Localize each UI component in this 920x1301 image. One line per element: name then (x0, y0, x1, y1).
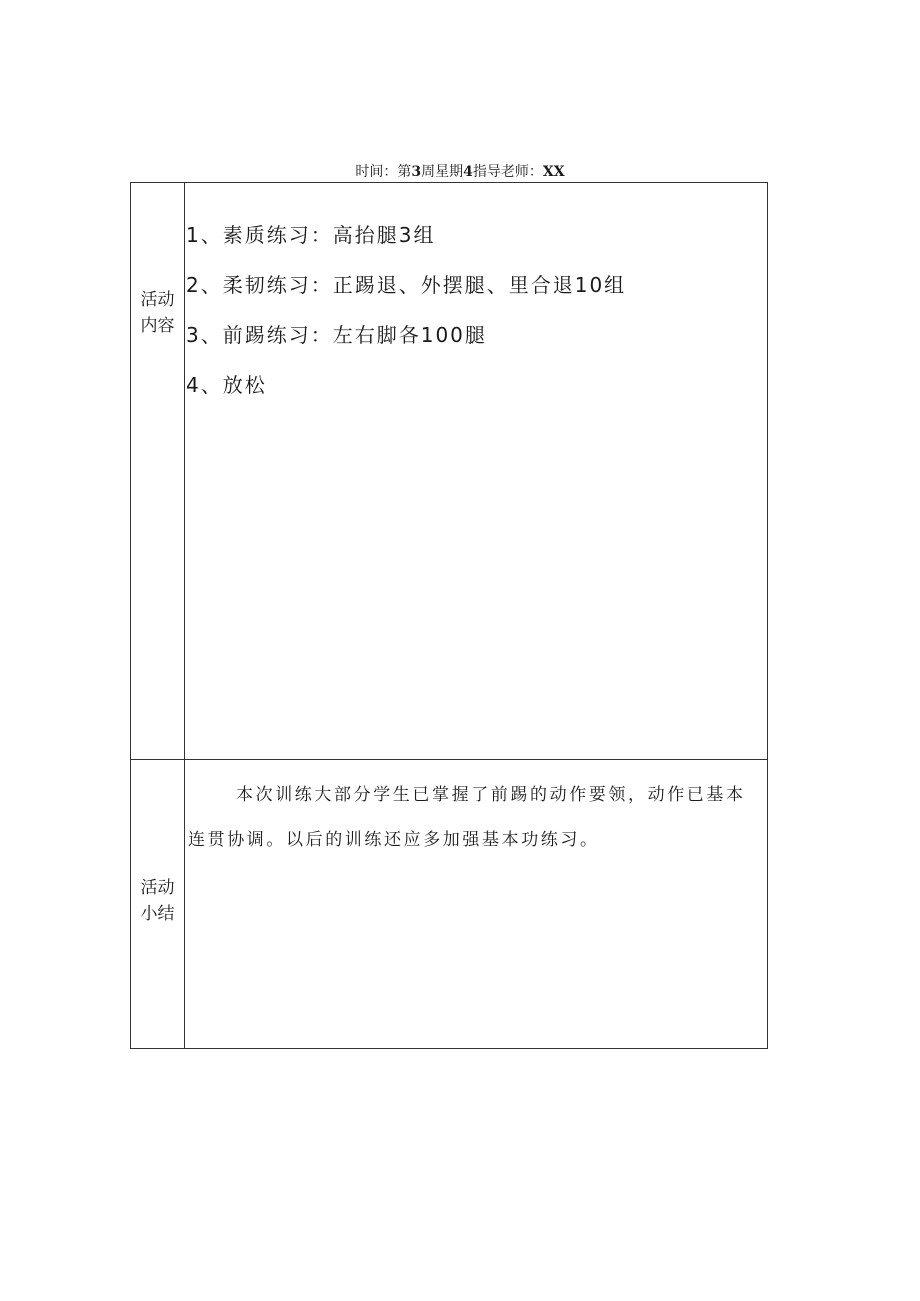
list-item: 1、素质练习：高抬腿3组 (186, 223, 436, 247)
week-number: 3 (411, 164, 422, 180)
activity-content-label (131, 287, 184, 339)
teacher-name: XX (542, 164, 565, 180)
summary-label-line1: 活动 (140, 878, 175, 898)
row-divider (131, 759, 767, 760)
column-divider (184, 183, 185, 1048)
time-label: 时间：第 (355, 164, 412, 180)
header-line (0, 162, 920, 182)
activity-table (130, 182, 768, 1049)
content-label-line1: 活动 (140, 290, 175, 310)
list-item: 4、放松 (186, 373, 267, 397)
week-label: 周星期 (421, 164, 464, 180)
content-label-line2: 内容 (140, 316, 175, 336)
teacher-label: 指导老师： (472, 164, 543, 180)
list-item: 3、前踢练习：左右脚各100腿 (186, 323, 487, 347)
activity-summary-text: 本次训练大部分学生已掌握了前踢的动作要领，动作已基本连贯协调。以后的训练还应多加强基本功练习。 (188, 785, 746, 850)
activity-summary-label (131, 875, 184, 927)
activity-content-list (186, 217, 626, 417)
summary-label-line2: 小结 (140, 904, 175, 924)
list-item: 2、柔韧练习：正踢退、外摆腿、里合退10组 (186, 273, 627, 297)
day-number: 4 (463, 164, 473, 180)
